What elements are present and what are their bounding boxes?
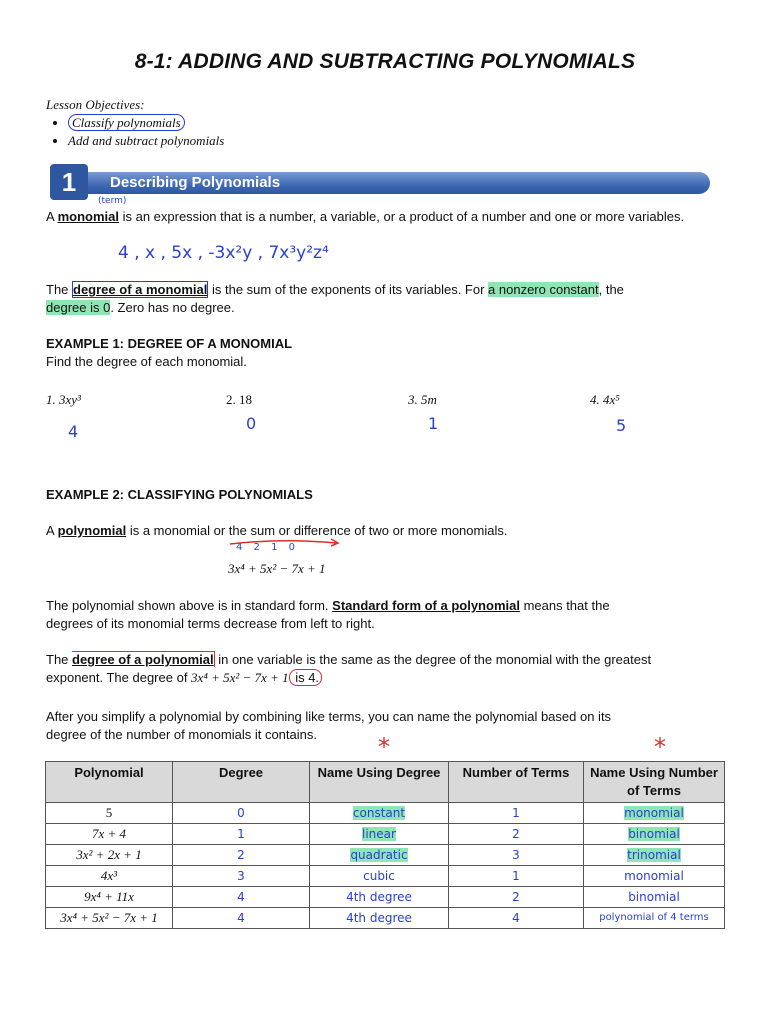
table-header-row [46, 762, 725, 803]
table-cell: polynomial of 4 terms [584, 908, 725, 929]
degree-of-monomial-term: degree of a monomial [73, 282, 208, 297]
polynomial-definition: A polynomial is a monomial or the sum or difference of two or more monomials. [46, 523, 508, 538]
example1-heading: EXAMPLE 1: DEGREE OF A MONOMIAL [46, 336, 293, 351]
table-cell: 3x² + 2x + 1 [46, 845, 173, 866]
table-row [46, 845, 725, 866]
table-header: Name Using Degree [310, 762, 449, 803]
ex1-answer: 0 [246, 414, 257, 433]
table-header: Degree [173, 762, 310, 803]
table-row [46, 803, 725, 824]
degree-of-polynomial-term: degree of a polynomial [72, 652, 214, 667]
table-cell: 1 [449, 866, 584, 887]
polynomial-term: polynomial [57, 523, 127, 538]
table-header: Name Using Number of Terms [584, 762, 725, 803]
ex1-answer: 4 [68, 422, 79, 441]
table-cell: 9x⁴ + 11x [46, 887, 173, 908]
table-cell: 7x + 4 [46, 824, 173, 845]
example1-prompt: Find the degree of each monomial. [46, 354, 247, 369]
table-cell: 4 [173, 908, 310, 929]
table-cell: linear [310, 824, 449, 845]
simplify-paragraph: After you simplify a polynomial by combining like terms, you can name the polynomial based on its degree of the number of monomials it contains. [46, 709, 612, 742]
table-cell: 5 [46, 803, 173, 824]
table-row [46, 887, 725, 908]
table-cell: 4 [449, 908, 584, 929]
table-row [46, 908, 725, 929]
monomial-term: monomial [57, 209, 119, 224]
page-title: 8-1: ADDING AND SUBTRACTING POLYNOMIALS [134, 50, 636, 73]
table-cell: trinomial [584, 845, 725, 866]
exponent-annotation: 4 2 1 0 [236, 542, 295, 553]
table-cell: 2 [173, 845, 310, 866]
table-cell: binomial [584, 887, 725, 908]
table-cell: cubic [310, 866, 449, 887]
table-cell: 3 [173, 866, 310, 887]
degree-definition: The degree of a monomial is the sum of the exponents of its variables. For a nonzero constant, the degree is 0. Zero has no degree. [46, 282, 624, 315]
standard-form-term: Standard form of a polynomial [332, 598, 520, 613]
standard-form-definition: The polynomial shown above is in standard form. Standard form of a polynomial means that the degrees of its monomial terms decrease from left to right. [46, 598, 610, 631]
table-cell: monomial [584, 866, 725, 887]
star-annotation: * [654, 733, 666, 761]
example1-problem: 3. 5m [408, 392, 437, 407]
objective-item: • Add and subtract polynomials [68, 132, 224, 150]
star-annotation: * [378, 733, 390, 761]
table-cell: 2 [449, 887, 584, 908]
term-annotation: (term) [98, 196, 127, 206]
monomial-definition: A monomial is an expression that is a number, a variable, or a product of a number and one or more variables. [46, 209, 685, 224]
table-cell: binomial [584, 824, 725, 845]
table-cell: 2 [449, 824, 584, 845]
ex1-answer: 1 [428, 414, 439, 433]
section-banner [50, 167, 710, 197]
decreasing-arrow [228, 538, 343, 548]
table-cell: monomial [584, 803, 725, 824]
example1-problem: 1. 3xy³ [46, 392, 81, 407]
table-cell: constant [310, 803, 449, 824]
ex1-answer: 5 [616, 416, 627, 435]
table-header: Number of Terms [449, 762, 584, 803]
example1-problem: 4. 4x⁵ [590, 392, 620, 407]
table-cell: 4th degree [310, 887, 449, 908]
section-title: Describing Polynomials [110, 174, 281, 191]
table-cell: 0 [173, 803, 310, 824]
standard-form-expression: 3x⁴ + 5x² − 7x + 1 [228, 561, 326, 576]
classification-table [45, 761, 725, 929]
table-cell: 3 [449, 845, 584, 866]
table-cell: quadratic [310, 845, 449, 866]
objective-item: • Classify polynomials [68, 114, 224, 132]
table-cell: 4x³ [46, 866, 173, 887]
table-cell: 4 [173, 887, 310, 908]
table-cell: 1 [173, 824, 310, 845]
example1-problem: 2. 18 [226, 392, 252, 407]
objectives-heading: Lesson Objectives: [46, 97, 145, 112]
table-cell: 3x⁴ + 5x² − 7x + 1 [46, 908, 173, 929]
table-row [46, 824, 725, 845]
table-row [46, 866, 725, 887]
monomial-examples-handwritten: 4 , x , 5x , -3x²y , 7x³y²z⁴ [118, 243, 329, 263]
table-cell: 1 [449, 803, 584, 824]
lesson-objectives [46, 96, 224, 150]
table-cell: 4th degree [310, 908, 449, 929]
example2-heading: EXAMPLE 2: CLASSIFYING POLYNOMIALS [46, 487, 313, 502]
degree-of-polynomial-definition: The degree of a polynomial in one variable is the same as the degree of the monomial with the greatest exponent. The degree of 3x⁴ + 5x² − 7x + 1 is 4. [46, 652, 652, 685]
section-number: 1 [50, 164, 88, 200]
table-header: Polynomial [46, 762, 173, 803]
